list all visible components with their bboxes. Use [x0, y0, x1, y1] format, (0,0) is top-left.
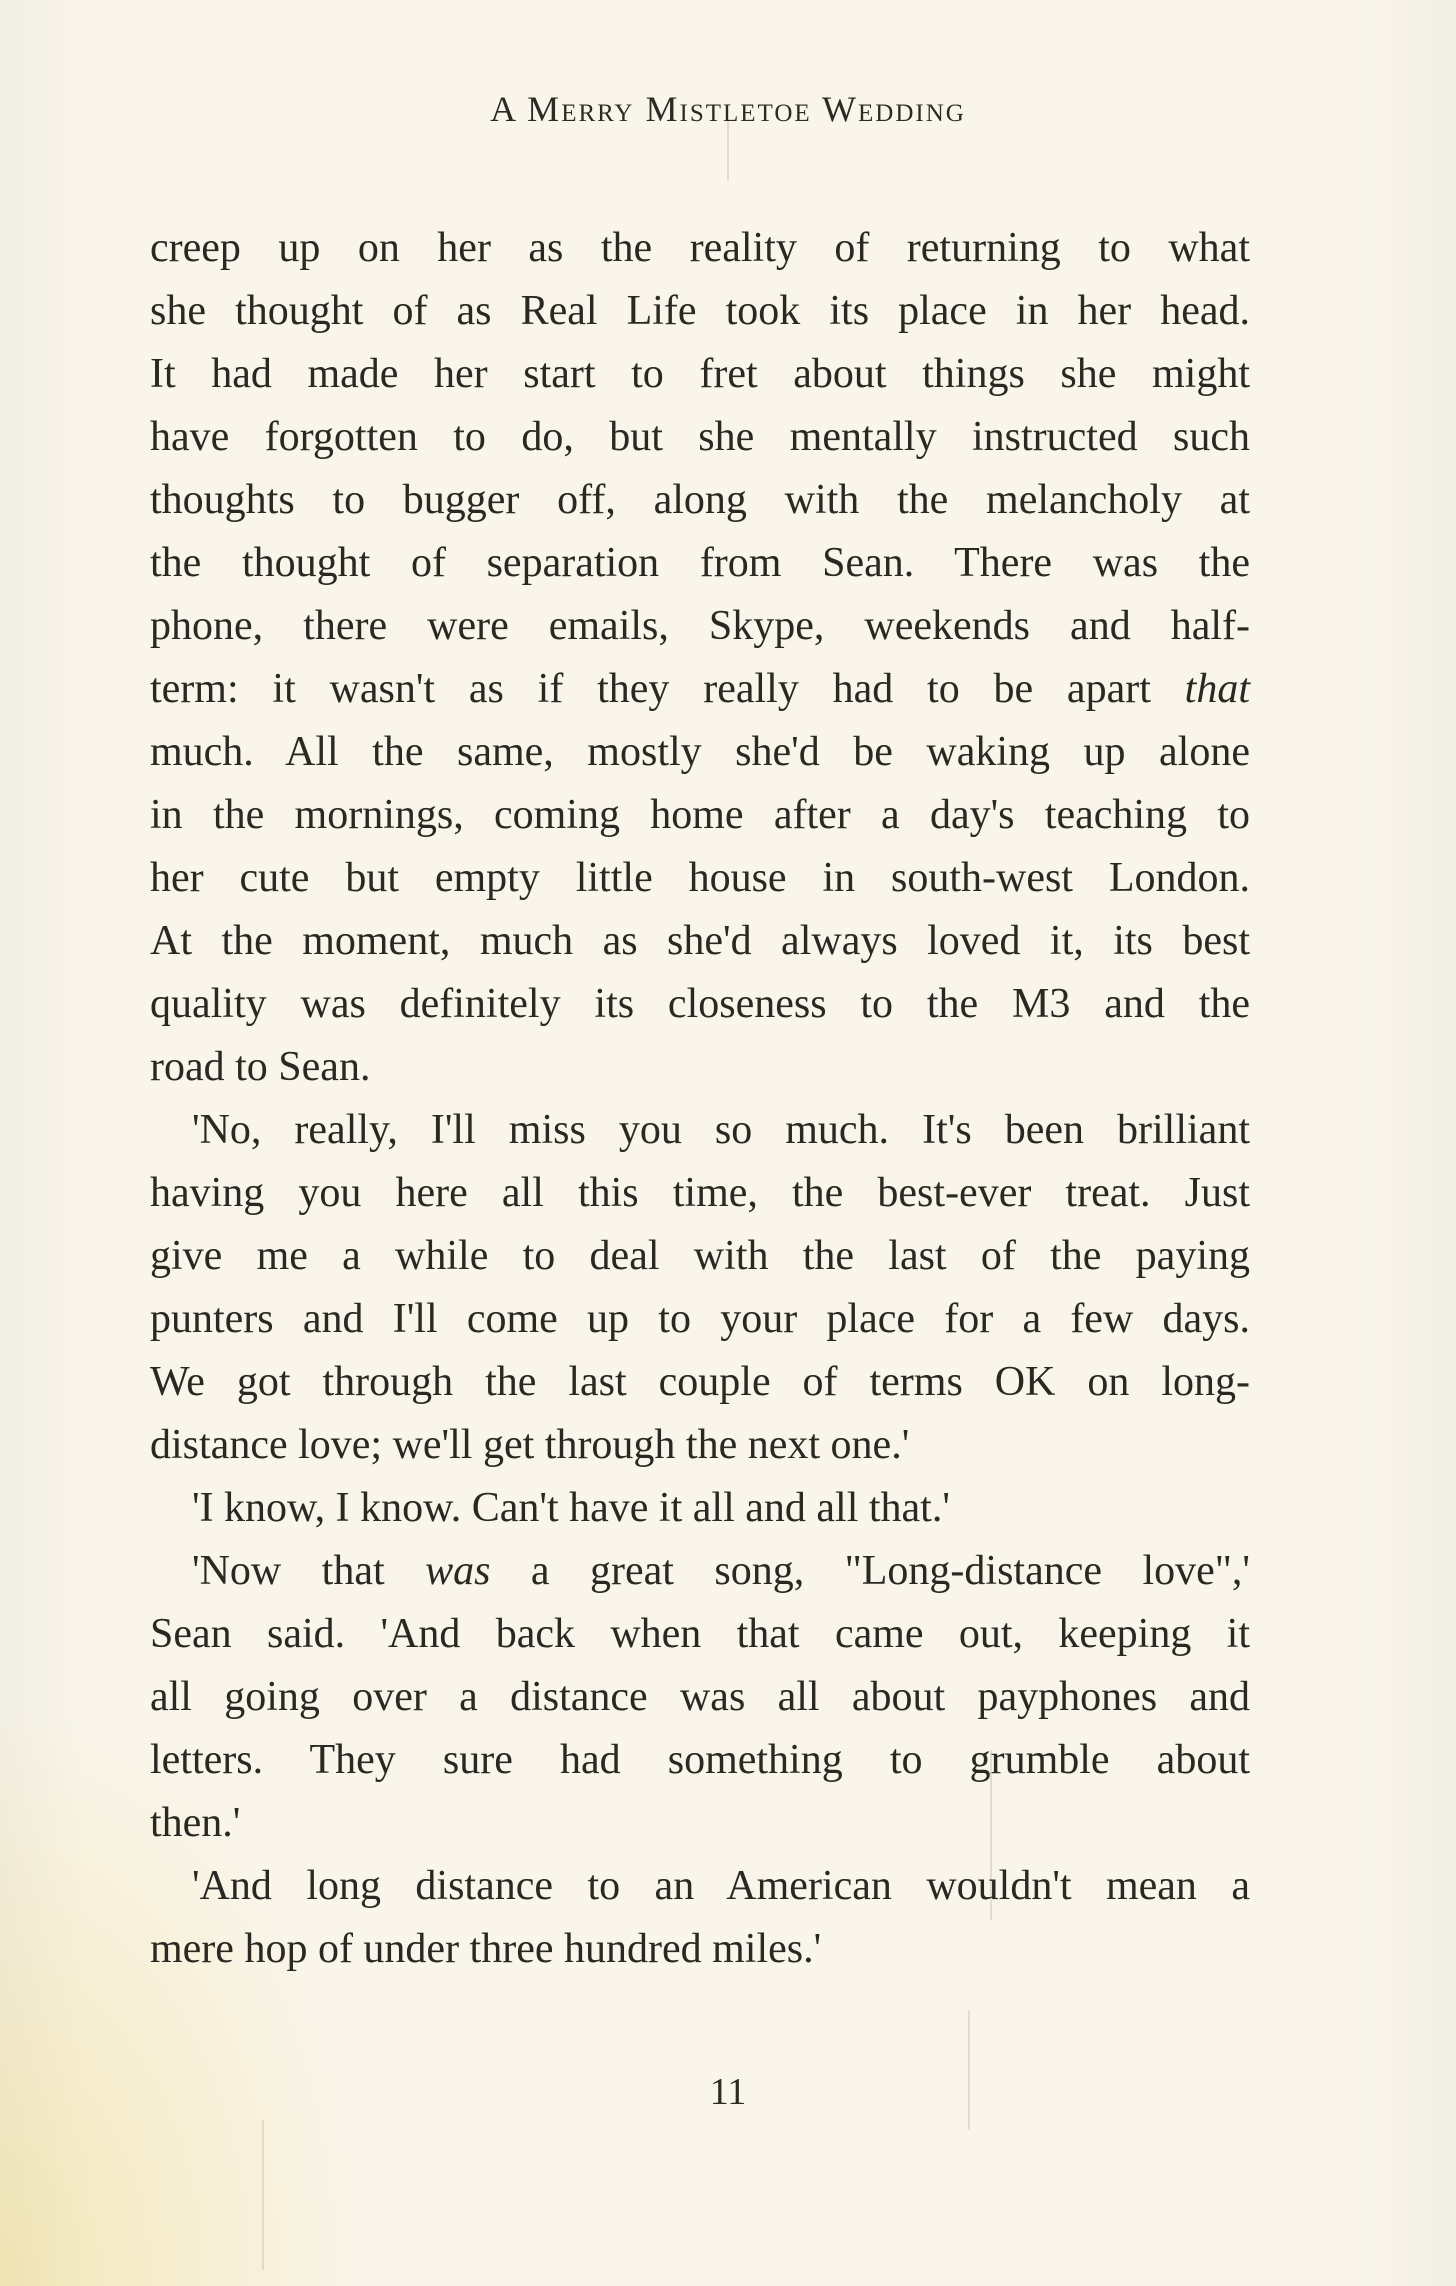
page-number: 11: [709, 2071, 747, 2113]
text-line: creep up on her as the reality of returning to what: [150, 225, 1250, 271]
text-line: letters. They sure had something to grumble about: [150, 1737, 1250, 1783]
text-line: mere hop of under three hundred miles.': [150, 1926, 822, 1972]
paragraph: [150, 1477, 1250, 1540]
text-line: phone, there were emails, Skype, weekends and half-: [150, 603, 1250, 649]
text-line: 'And long distance to an American wouldn't mean a: [192, 1863, 1250, 1909]
text-line: road to Sean.: [150, 1044, 371, 1090]
text-line: distance love; we'll get through the next one.': [150, 1422, 910, 1468]
text-line: the thought of separation from Sean. There was the: [150, 540, 1250, 586]
body-text: [150, 217, 1250, 1981]
text-line: her cute but empty little house in south-west London.: [150, 855, 1250, 901]
running-head-title: A Merry Mistletoe Wedding: [490, 89, 966, 129]
text-line: having you here all this time, the best-ever treat. Just: [150, 1170, 1250, 1216]
text-line: 'Now that was a great song, "Long-distance love",': [192, 1548, 1250, 1594]
emphasis-text: was: [425, 1548, 491, 1594]
paragraph: [150, 1099, 1250, 1477]
emphasis-text: that: [1184, 666, 1250, 712]
text-line: have forgotten to do, but she mentally instructed such: [150, 414, 1250, 460]
text-line: We got through the last couple of terms OK on long-: [150, 1359, 1250, 1405]
text-line: It had made her start to fret about things she might: [150, 351, 1250, 397]
text-line: 'I know, I know. Can't have it all and all that.': [192, 1485, 950, 1531]
text-line: punters and I'll come up to your place for a few days.: [150, 1296, 1250, 1342]
text-line: At the moment, much as she'd always loved it, its best: [150, 918, 1250, 964]
text-line: Sean said. 'And back when that came out, keeping it: [150, 1611, 1250, 1657]
text-line: thoughts to bugger off, along with the melancholy at: [150, 477, 1250, 523]
text-line: 'No, really, I'll miss you so much. It's been brilliant: [192, 1107, 1250, 1153]
text-line: then.': [150, 1800, 241, 1846]
text-line: she thought of as Real Life took its place in her head.: [150, 288, 1250, 334]
text-line: much. All the same, mostly she'd be waking up alone: [150, 729, 1250, 775]
text-line: quality was definitely its closeness to the M3 and the: [150, 981, 1250, 1027]
text-line: all going over a distance was all about payphones and: [150, 1674, 1250, 1720]
paragraph: [150, 1540, 1250, 1855]
page-crease: [262, 2120, 264, 2270]
text-line: term: it wasn't as if they really had to be apart that: [150, 666, 1250, 712]
paragraph: [150, 217, 1250, 1099]
text-line: give me a while to deal with the last of the paying: [150, 1233, 1250, 1279]
text-line: in the mornings, coming home after a day's teaching to: [150, 792, 1250, 838]
paragraph: [150, 1855, 1250, 1981]
